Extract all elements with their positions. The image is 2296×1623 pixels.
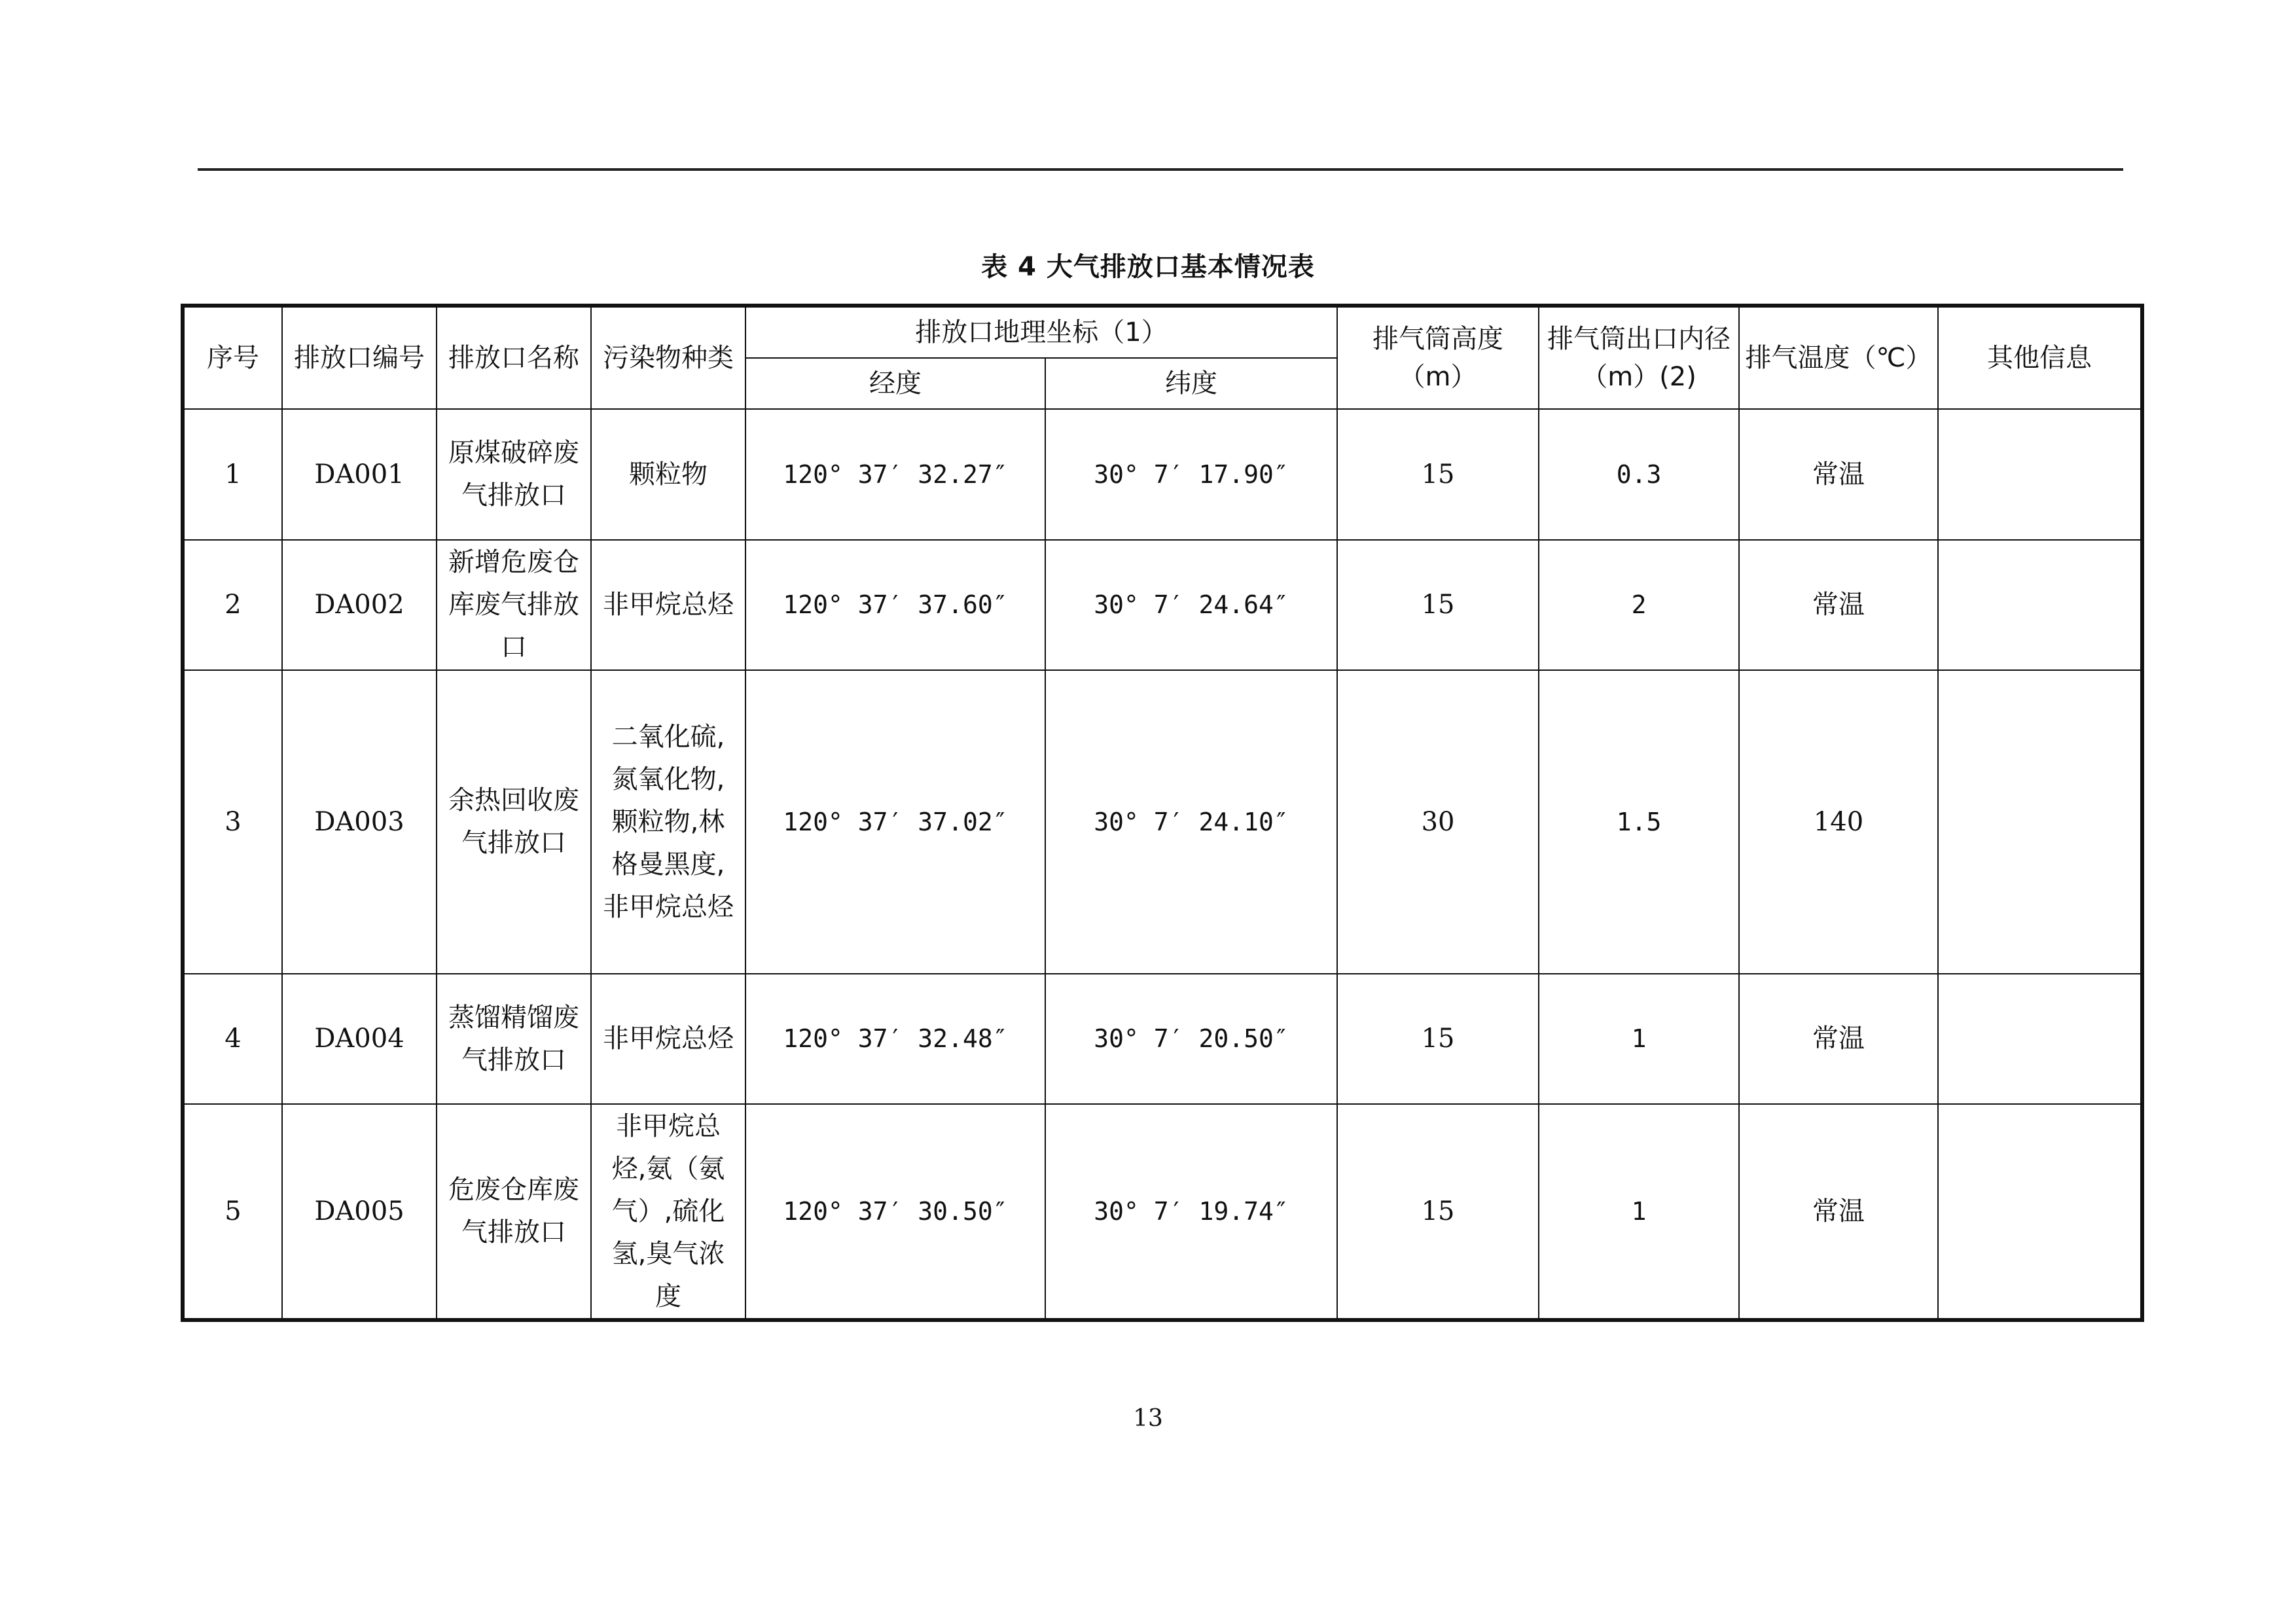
cell-exhaust-temp: 常温 [1739, 1104, 1938, 1320]
cell-latitude: 30° 7′ 17.90″ [1045, 409, 1337, 540]
cell-stack-height: 15 [1337, 409, 1539, 540]
table-row [183, 974, 2142, 1104]
cell-latitude: 30° 7′ 20.50″ [1045, 974, 1337, 1104]
table-title: 表 4 大气排放口基本情况表 [981, 252, 1315, 282]
table-header [183, 306, 2142, 409]
page-number: 13 [1133, 1405, 1163, 1432]
cell-outlet-code: DA005 [282, 1104, 437, 1320]
cell-outlet-name: 蒸馏精馏废气排放口 [437, 974, 591, 1104]
header-seq: 序号 [183, 306, 282, 409]
cell-outlet-name: 危废仓库废气排放口 [437, 1104, 591, 1320]
header-rule [198, 168, 2123, 171]
cell-outlet-code: DA002 [282, 540, 437, 670]
cell-other [1938, 974, 2142, 1104]
table-row [183, 1104, 2142, 1320]
header-outlet-name: 排放口名称 [437, 306, 591, 409]
header-latitude: 纬度 [1045, 358, 1337, 409]
header-other: 其他信息 [1938, 306, 2142, 409]
cell-stack-diameter: 1 [1539, 974, 1739, 1104]
cell-exhaust-temp: 常温 [1739, 540, 1938, 670]
header-longitude: 经度 [745, 358, 1045, 409]
header-coords: 排放口地理坐标（1） [745, 306, 1337, 358]
cell-latitude: 30° 7′ 24.64″ [1045, 540, 1337, 670]
cell-seq: 1 [183, 409, 282, 540]
cell-stack-height: 15 [1337, 540, 1539, 670]
cell-longitude: 120° 37′ 30.50″ [745, 1104, 1045, 1320]
cell-stack-diameter: 1 [1539, 1104, 1739, 1320]
cell-seq: 3 [183, 670, 282, 974]
cell-longitude: 120° 37′ 32.48″ [745, 974, 1045, 1104]
cell-exhaust-temp: 常温 [1739, 409, 1938, 540]
cell-pollutant: 非甲烷总烃 [591, 974, 745, 1104]
cell-pollutant: 二氧化硫,氮氧化物,颗粒物,林格曼黑度,非甲烷总烃 [591, 670, 745, 974]
table-body [183, 409, 2142, 1320]
cell-seq: 5 [183, 1104, 282, 1320]
cell-seq: 4 [183, 974, 282, 1104]
cell-pollutant: 非甲烷总烃,氨（氨气）,硫化氢,臭气浓度 [591, 1104, 745, 1320]
cell-other [1938, 1104, 2142, 1320]
header-stack-height: 排气筒高度（m） [1337, 306, 1539, 409]
cell-stack-diameter: 0.3 [1539, 409, 1739, 540]
cell-other [1938, 670, 2142, 974]
cell-pollutant: 非甲烷总烃 [591, 540, 745, 670]
cell-stack-diameter: 2 [1539, 540, 1739, 670]
cell-longitude: 120° 37′ 37.02″ [745, 670, 1045, 974]
cell-latitude: 30° 7′ 24.10″ [1045, 670, 1337, 974]
emission-outlet-table [181, 304, 2144, 1322]
cell-seq: 2 [183, 540, 282, 670]
cell-latitude: 30° 7′ 19.74″ [1045, 1104, 1337, 1320]
header-outlet-code: 排放口编号 [282, 306, 437, 409]
cell-stack-height: 30 [1337, 670, 1539, 974]
header-exhaust-temp: 排气温度（℃） [1739, 306, 1938, 409]
cell-outlet-name: 余热回收废气排放口 [437, 670, 591, 974]
cell-other [1938, 540, 2142, 670]
cell-outlet-code: DA004 [282, 974, 437, 1104]
cell-outlet-code: DA001 [282, 409, 437, 540]
cell-other [1938, 409, 2142, 540]
cell-outlet-name: 新增危废仓库废气排放口 [437, 540, 591, 670]
cell-outlet-code: DA003 [282, 670, 437, 974]
header-pollutant: 污染物种类 [591, 306, 745, 409]
cell-exhaust-temp: 常温 [1739, 974, 1938, 1104]
cell-outlet-name: 原煤破碎废气排放口 [437, 409, 591, 540]
cell-exhaust-temp: 140 [1739, 670, 1938, 974]
cell-stack-diameter: 1.5 [1539, 670, 1739, 974]
header-stack-diameter: 排气筒出口内径（m）(2) [1539, 306, 1739, 409]
cell-pollutant: 颗粒物 [591, 409, 745, 540]
cell-longitude: 120° 37′ 37.60″ [745, 540, 1045, 670]
header-row-top [183, 306, 2142, 358]
cell-stack-height: 15 [1337, 1104, 1539, 1320]
table-row [183, 540, 2142, 670]
cell-stack-height: 15 [1337, 974, 1539, 1104]
cell-longitude: 120° 37′ 32.27″ [745, 409, 1045, 540]
table-row [183, 670, 2142, 974]
table-row [183, 409, 2142, 540]
